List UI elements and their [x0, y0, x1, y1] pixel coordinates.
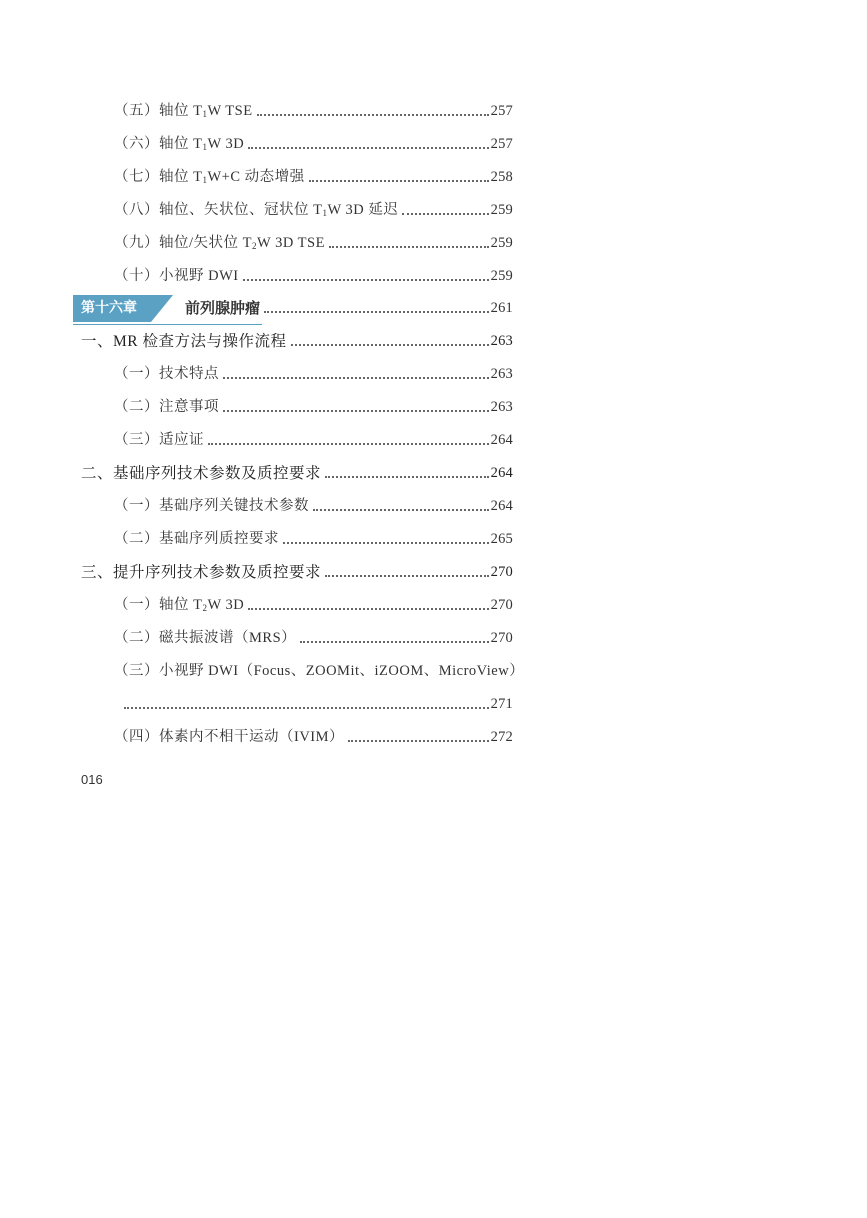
toc-entry-page: 263	[490, 366, 513, 383]
toc-entry-page: 272	[490, 729, 513, 746]
toc-entry-page: 264	[490, 432, 513, 449]
toc-entry-title: （一）技术特点	[114, 366, 219, 383]
dot-leader	[313, 508, 489, 511]
toc-entry-page: 259	[490, 235, 513, 252]
chapter-title: 前列腺肿瘤	[185, 299, 261, 317]
dot-leader	[248, 146, 488, 149]
chapter-page: 261	[490, 300, 513, 317]
toc-entry-title: （八）轴位、矢状位、冠状位 $T_1W$ 3D 延迟	[114, 202, 399, 218]
dot-leader	[309, 179, 489, 182]
dot-leader	[223, 409, 489, 412]
dot-leader	[348, 739, 489, 742]
page-number: 016	[81, 772, 103, 787]
toc-entry-page: 270	[490, 630, 513, 647]
toc-entry[interactable]	[114, 161, 513, 194]
toc-entry-page: 259	[490, 202, 513, 219]
dot-leader	[248, 607, 488, 610]
toc-section-entry[interactable]	[81, 457, 513, 490]
toc-entry[interactable]	[114, 391, 513, 424]
toc-entry-continuation[interactable]	[124, 688, 513, 721]
dot-leader	[329, 245, 489, 248]
toc-section-entry[interactable]	[81, 325, 513, 358]
toc-entry-title: （二）注意事项	[114, 399, 219, 416]
toc-entry-title: （一）轴位 $T_2W$ 3D	[114, 597, 245, 613]
toc-entry[interactable]	[114, 490, 513, 523]
toc-entry-title: （一）基础序列关键技术参数	[114, 498, 309, 515]
chapter-label: 第十六章	[73, 295, 151, 322]
toc-entry-page: 271	[490, 696, 513, 713]
toc-entry[interactable]	[114, 194, 513, 227]
dot-leader	[325, 574, 489, 577]
toc-entry-title: （二）磁共振波谱（MRS）	[114, 630, 297, 647]
toc-entry[interactable]	[114, 424, 513, 457]
section-page: 263	[490, 333, 513, 350]
toc-entry[interactable]	[114, 655, 525, 688]
toc-entry[interactable]	[114, 128, 513, 161]
toc-entry[interactable]	[114, 523, 513, 556]
toc-entry-page: 259	[490, 268, 513, 285]
toc-entry[interactable]	[114, 260, 513, 293]
toc-entry-page: 257	[490, 103, 513, 120]
toc-entry-title: （二）基础序列质控要求	[114, 531, 279, 548]
dot-leader	[243, 278, 489, 281]
toc-entry-title: （六）轴位 $T_1W$ 3D	[114, 136, 245, 152]
toc-section-entry[interactable]	[81, 556, 513, 589]
toc-entry[interactable]	[114, 227, 513, 260]
dot-leader	[257, 113, 489, 116]
dot-leader	[208, 442, 489, 445]
section-page: 264	[490, 465, 513, 482]
dot-leader	[264, 310, 489, 313]
dot-leader	[283, 541, 489, 544]
chapter-badge	[73, 295, 151, 322]
toc-entry-page: 264	[490, 498, 513, 515]
toc-entry[interactable]	[114, 95, 513, 128]
toc-entry[interactable]	[114, 589, 513, 622]
section-title: 三、提升序列技术参数及质控要求	[81, 563, 322, 581]
toc-entry-title: （九）轴位/矢状位 $T_2W$ 3D TSE	[114, 235, 325, 251]
section-title: 一、MR 检查方法与操作流程	[81, 332, 287, 350]
dot-leader	[402, 212, 488, 215]
toc-entry[interactable]	[114, 622, 513, 655]
dot-leader	[291, 343, 489, 346]
toc-entry-page: 270	[490, 597, 513, 614]
toc-entry-title: （七）轴位 $T_1W+C$ 动态增强	[114, 169, 305, 185]
toc-entry-page: 257	[490, 136, 513, 153]
section-title: 二、基础序列技术参数及质控要求	[81, 464, 322, 482]
dot-leader	[223, 376, 489, 379]
section-page: 270	[490, 564, 513, 581]
toc-entry[interactable]	[114, 358, 513, 391]
toc-entry-title: （三）适应证	[114, 432, 204, 449]
dot-leader	[124, 706, 489, 709]
toc-entry[interactable]	[114, 721, 513, 754]
toc-entry-title: （五）轴位 $T_1W$ TSE	[114, 103, 253, 119]
toc-entry-page: 263	[490, 399, 513, 416]
toc-entry-title: （三）小视野 DWI（Focus、ZOOMit、iZOOM、MicroView）	[114, 663, 525, 680]
toc-entry-title: （十）小视野 DWI	[114, 268, 239, 284]
toc-chapter-entry[interactable]	[73, 292, 513, 325]
toc-entry-page: 265	[490, 531, 513, 548]
dot-leader	[300, 640, 489, 643]
dot-leader	[325, 475, 489, 478]
toc-entry-page: 258	[490, 169, 513, 186]
toc-entry-title: （四）体素内不相干运动（IVIM）	[114, 729, 345, 746]
